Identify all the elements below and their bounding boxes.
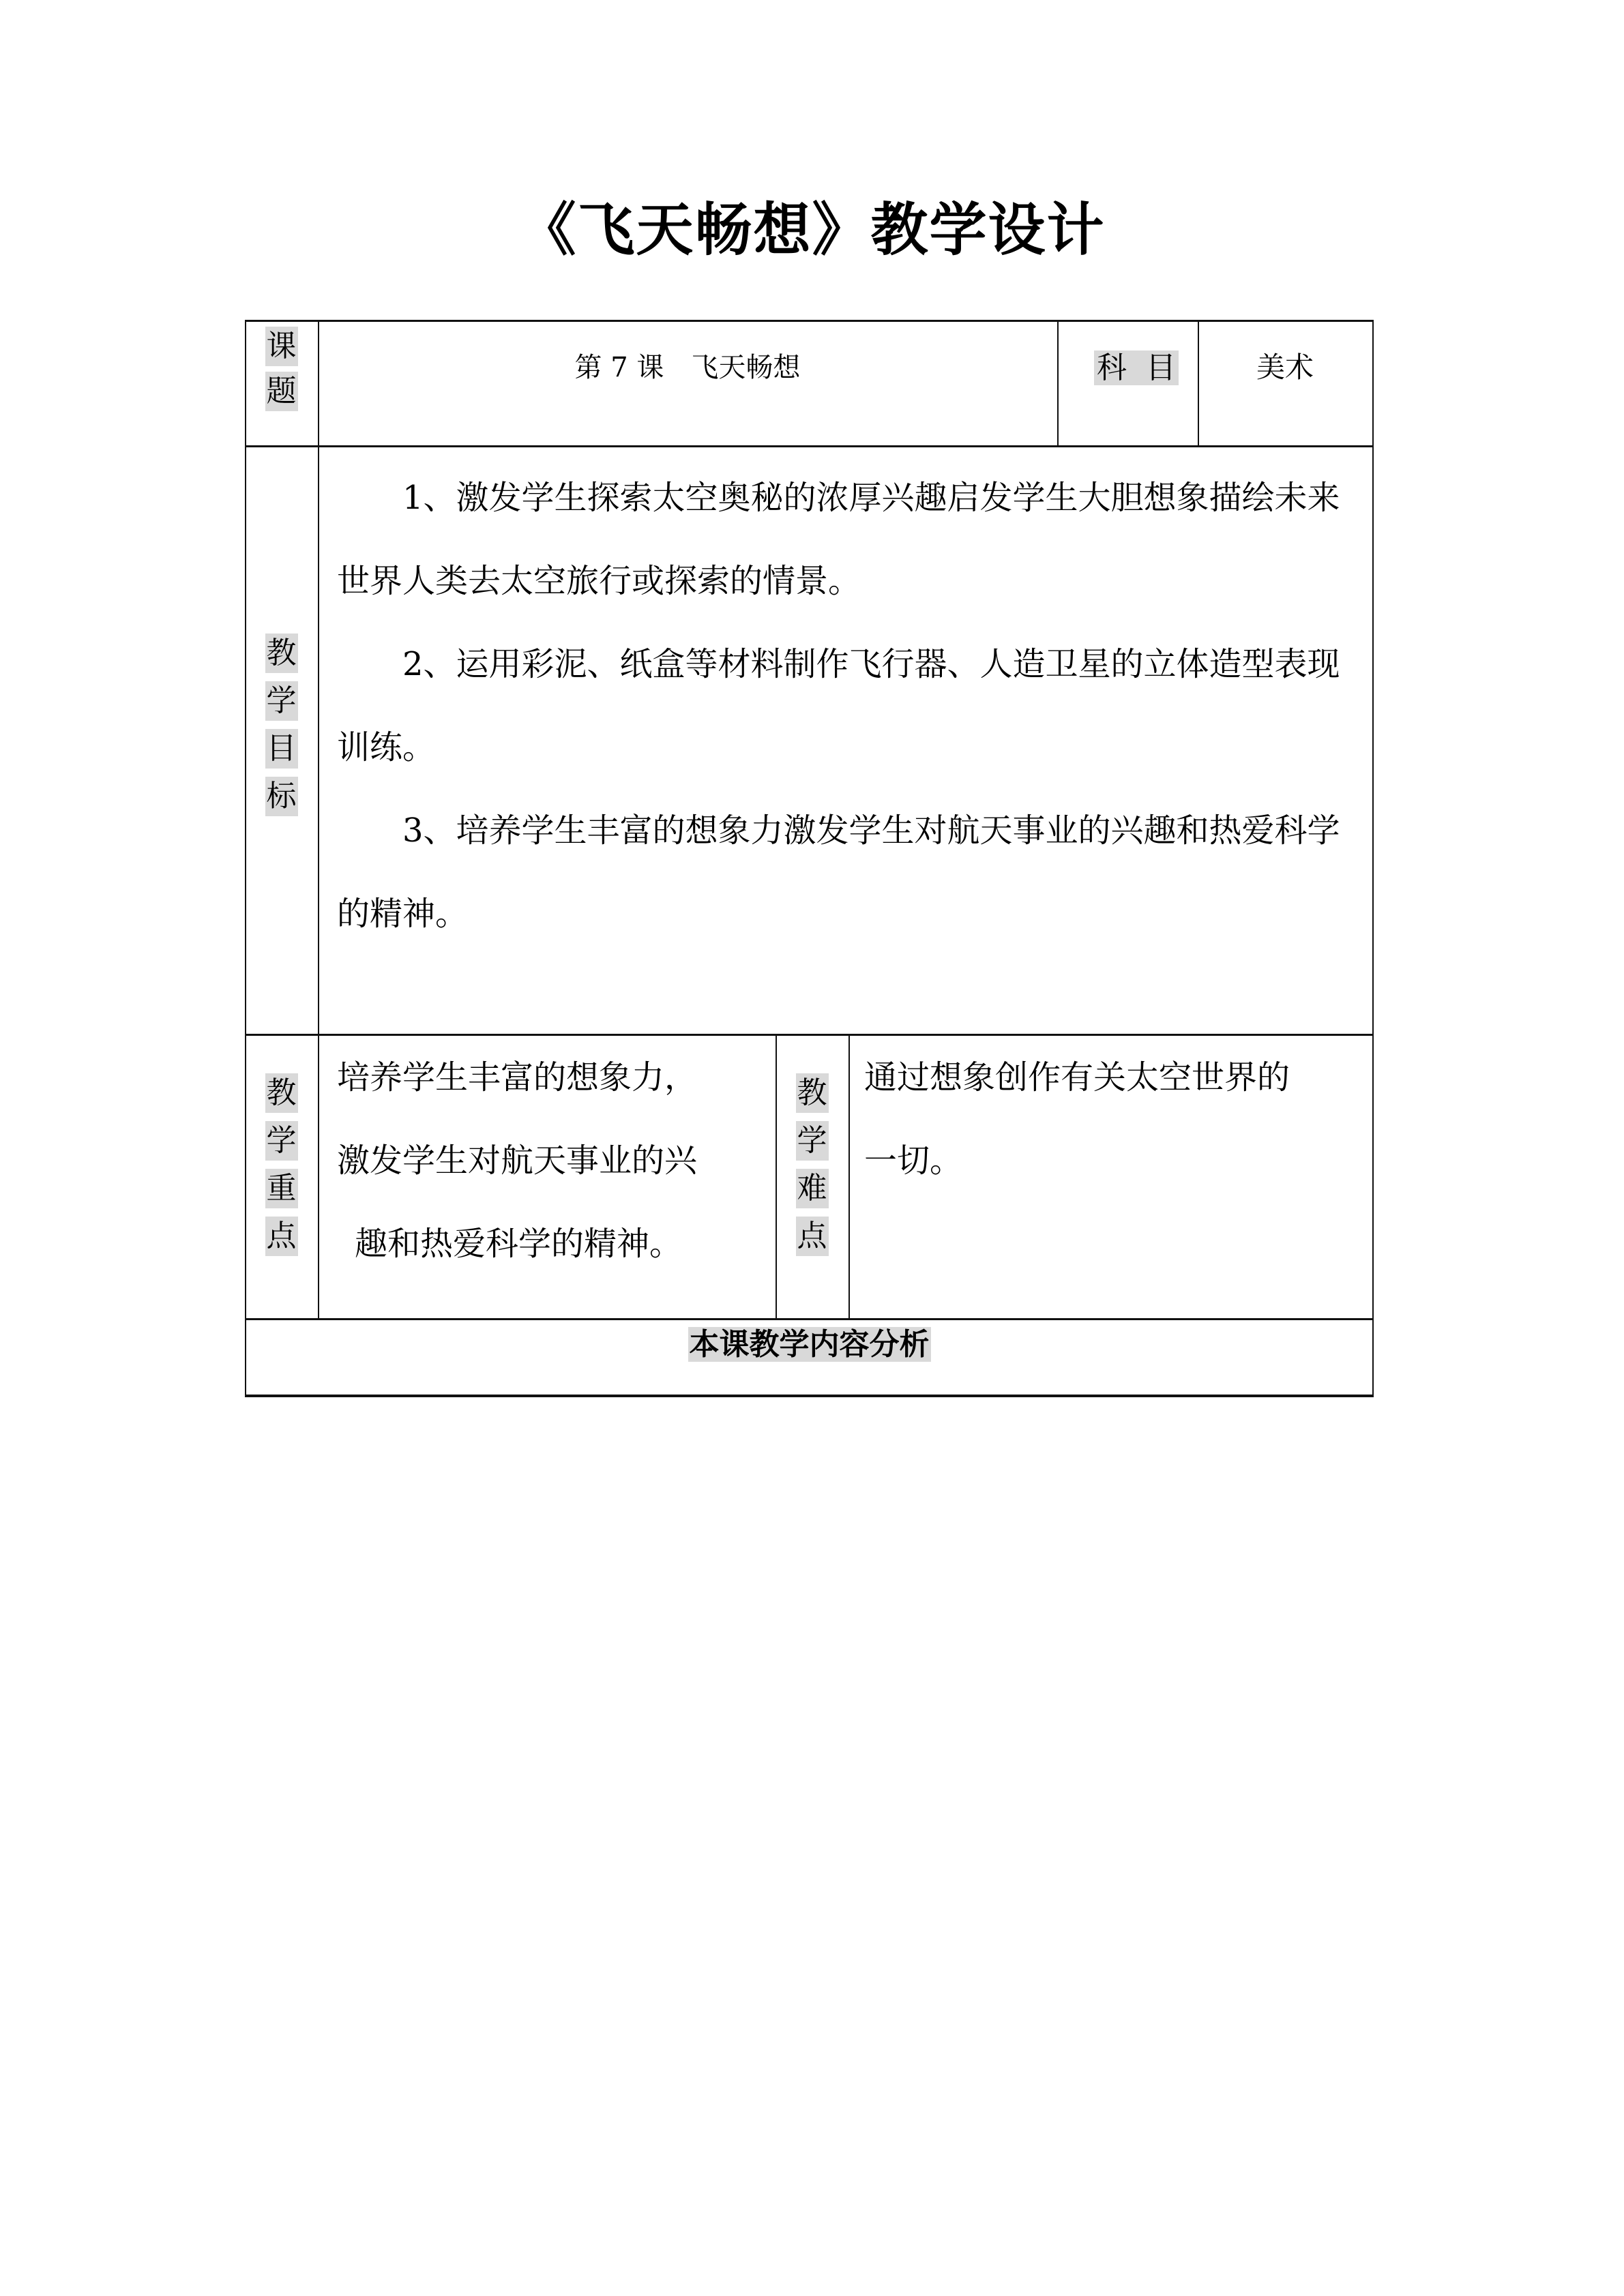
lesson-label bbox=[245, 327, 318, 411]
difficulty-line: 通过想象创作有关太空世界的 bbox=[864, 1058, 1290, 1097]
row-divider bbox=[245, 445, 1374, 447]
label-char: 教 bbox=[796, 1073, 829, 1113]
document-title: 《飞天畅想》教学设计 bbox=[518, 196, 1106, 263]
key-points-label bbox=[245, 1073, 318, 1256]
key-point-line: 激发学生对航天事业的兴 bbox=[337, 1142, 698, 1180]
label-char: 学 bbox=[265, 1121, 298, 1161]
goals-label bbox=[245, 633, 318, 816]
difficulty-content bbox=[864, 1036, 1369, 1202]
column-divider bbox=[848, 1034, 850, 1318]
subject-value: 美术 bbox=[1256, 351, 1314, 384]
column-divider bbox=[318, 320, 319, 1318]
label-char: 课 bbox=[265, 327, 298, 366]
subject-label-text: 科 目 bbox=[1094, 351, 1179, 385]
difficulty-line: 一切。 bbox=[864, 1142, 963, 1180]
goal-item: 2、运用彩泥、纸盒等材料制作飞行器、人造卫星的立体造型表现训练。 bbox=[337, 645, 1340, 766]
goal-item: 3、培养学生丰富的想象力激发学生对航天事业的兴趣和热爱科学的精神。 bbox=[337, 811, 1340, 933]
label-char: 学 bbox=[265, 681, 298, 721]
goal-item: 1、激发学生探索太空奥秘的浓厚兴趣启发学生大胆想象描绘未来世界人类去太空旅行或探索的情景。 bbox=[337, 479, 1340, 600]
label-char: 难 bbox=[796, 1169, 829, 1208]
label-char: 重 bbox=[265, 1169, 298, 1208]
key-points-content bbox=[337, 1036, 773, 1285]
lesson-plan-table bbox=[245, 320, 1374, 1396]
label-char: 题 bbox=[265, 372, 298, 411]
table-border-top bbox=[245, 320, 1374, 322]
label-char: 教 bbox=[265, 633, 298, 673]
content-analysis-heading-cell bbox=[245, 1324, 1374, 1366]
table-border-right bbox=[1372, 320, 1374, 1396]
key-point-line: 培养学生丰富的想象力， bbox=[337, 1058, 698, 1097]
label-char: 目 bbox=[265, 729, 298, 769]
table-border-bottom bbox=[245, 1395, 1374, 1397]
content-analysis-heading: 本课教学内容分析 bbox=[689, 1327, 930, 1362]
difficulty-label bbox=[776, 1073, 848, 1256]
goals-content bbox=[337, 456, 1360, 955]
lesson-name: 第 7 课 飞天畅想 bbox=[574, 352, 801, 383]
label-char: 标 bbox=[265, 777, 298, 816]
subject-label bbox=[1057, 347, 1198, 389]
label-char: 点 bbox=[796, 1217, 829, 1256]
label-char: 教 bbox=[265, 1073, 298, 1113]
row-divider bbox=[245, 1318, 1374, 1320]
label-char: 点 bbox=[265, 1217, 298, 1256]
label-char: 学 bbox=[796, 1121, 829, 1161]
key-point-line: 趣和热爱科学的精神。 bbox=[355, 1225, 683, 1263]
